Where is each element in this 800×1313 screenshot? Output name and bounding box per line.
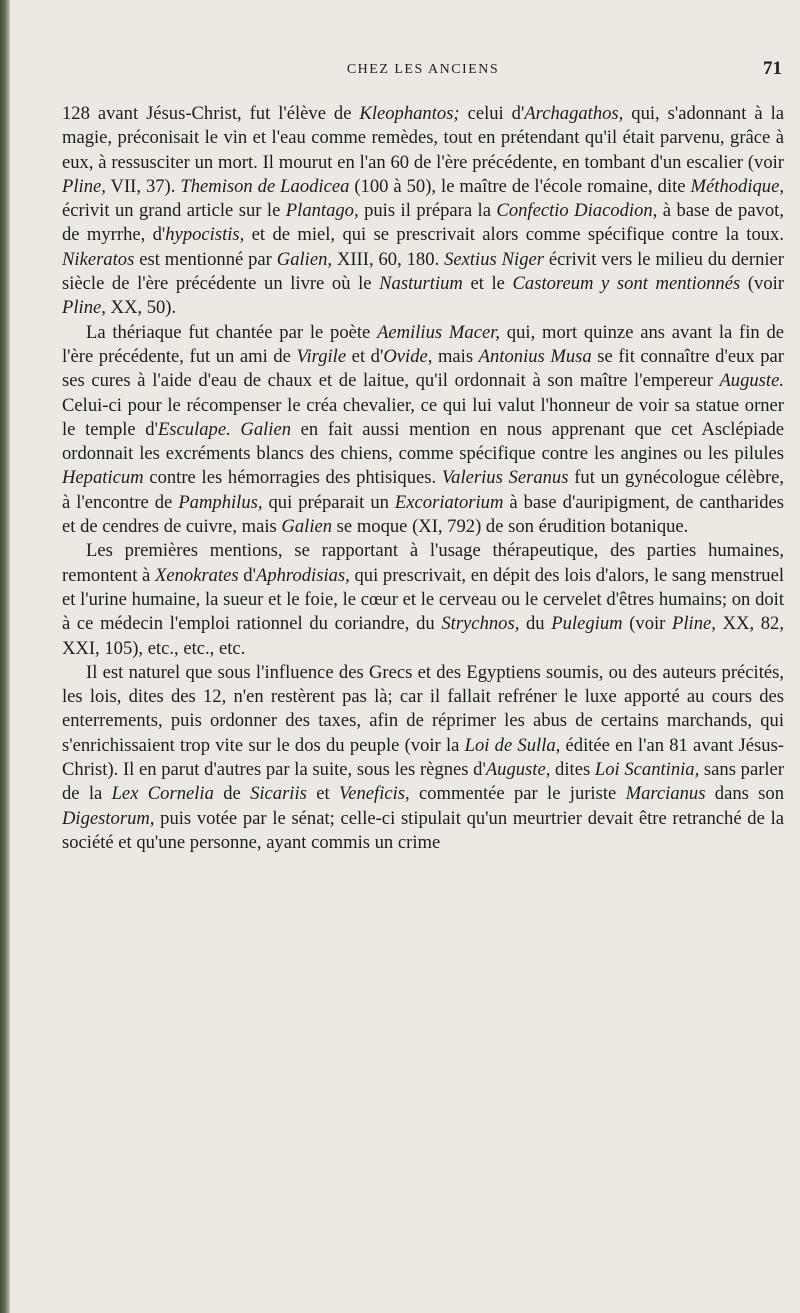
italic-text: Lex Cornelia bbox=[111, 783, 214, 805]
text-run: puis votée par le sénat; celle-ci stipulait qu'un meurtrier devait être retranché de la société et qu'une personne, ayant commis un crime bbox=[62, 807, 784, 853]
text-run: de bbox=[213, 783, 251, 805]
italic-text: Sicariis bbox=[250, 783, 307, 805]
book-spine-edge bbox=[0, 0, 10, 1313]
italic-text: Strychnos, bbox=[441, 613, 520, 635]
italic-text: Pulegium bbox=[551, 613, 623, 635]
italic-text: Aemilius Macer, bbox=[377, 321, 501, 343]
italic-text: Digestorum, bbox=[62, 807, 155, 829]
text-run: qui préparait un bbox=[262, 491, 395, 513]
text-run: La thériaque fut chantée par le poète bbox=[86, 321, 378, 343]
running-title: CHEZ LES ANCIENS bbox=[346, 62, 500, 77]
text-run: et bbox=[306, 783, 339, 805]
paragraph bbox=[62, 321, 784, 540]
text-run: commentée par le juriste bbox=[409, 783, 626, 805]
text-run: du bbox=[519, 613, 552, 635]
italic-text: Hepaticum bbox=[62, 467, 144, 489]
text-run: à base d'auripigment, de cantharides et de cendres de cuivre, mais bbox=[62, 491, 784, 538]
text-run: dans son bbox=[705, 783, 785, 805]
italic-text: Nikeratos bbox=[62, 248, 135, 270]
text-run: (voir bbox=[740, 273, 784, 295]
text-run: celui d' bbox=[459, 103, 525, 124]
italic-text: Aphrodisias, bbox=[255, 564, 350, 586]
italic-text: Antonius Musa bbox=[478, 345, 592, 367]
italic-text: Castoreum y sont mentionnés bbox=[512, 273, 741, 295]
text-run: en fait aussi mention en nous apprenant que cet Asclépiade ordonnait les excréments blancs des chiens, comme spécifique contre les angines ou les pilules bbox=[62, 418, 784, 465]
italic-text: Esculape. Galien bbox=[157, 418, 292, 440]
paragraph bbox=[62, 539, 784, 660]
italic-text: Galien bbox=[281, 516, 333, 538]
italic-text: Méthodique, bbox=[690, 175, 784, 197]
text-run: écrivit vers le milieu du dernier siècle de l'ère précédente un livre où le bbox=[62, 248, 784, 295]
text-run: dites bbox=[550, 759, 595, 781]
page-number: 71 bbox=[763, 58, 782, 79]
body-text bbox=[62, 102, 784, 855]
italic-text: Themison de Laodicea bbox=[180, 175, 350, 197]
italic-text: Pline, bbox=[672, 613, 716, 635]
paragraph bbox=[62, 661, 784, 855]
text-run: d' bbox=[238, 564, 256, 586]
italic-text: Galien, bbox=[276, 248, 333, 270]
text-run: puis il prépara la bbox=[358, 200, 497, 222]
italic-text: Veneficis, bbox=[338, 783, 410, 805]
text-run: VII, 37). bbox=[105, 175, 181, 197]
italic-text: Pline, bbox=[62, 175, 106, 197]
text-run: Celui-ci pour le récompenser le créa chevalier, ce qui lui valut l'honneur de voir sa statue orner le temple d' bbox=[62, 394, 784, 440]
italic-text: Auguste, bbox=[485, 759, 551, 781]
text-run: éditée en l'an 81 avant Jésus-Christ). Il en parut d'autres par la suite, sous les règnes d' bbox=[62, 734, 784, 781]
text-run: XX, 82, XXI, 105), etc., etc., etc. bbox=[62, 613, 785, 659]
italic-text: Loi de Sulla, bbox=[464, 734, 561, 756]
running-head bbox=[62, 58, 784, 88]
book-page bbox=[62, 58, 784, 855]
text-run: et d' bbox=[346, 345, 384, 367]
italic-text: Ovide, bbox=[383, 345, 433, 367]
text-run: Il est naturel que sous l'influence des Grecs et des Egyptiens soumis, ou des auteurs précités, les lois, dites des 12, n'en restèrent pas là; car il fallait refréner le luxe apporté au cours des enterrements, puis ordonner des taxes, afin de réprimer les abus de certains marchands, qui s'enrichissaient trop vite sur le dos du peuple (voir la bbox=[62, 661, 784, 756]
italic-text: Xenokrates bbox=[154, 564, 239, 586]
italic-text: Virgile bbox=[296, 345, 347, 367]
text-run: écrivit un grand article sur le bbox=[62, 200, 286, 222]
italic-text: Marcianus bbox=[625, 783, 706, 805]
text-run: et de miel, qui se prescrivait alors comme spécifique contre la toux. bbox=[244, 224, 784, 246]
italic-text: Nasturtium bbox=[379, 273, 463, 295]
text-run: se fit connaître d'eux par ses cures à l'aide d'eau de chaux et de laitue, qu'il ordonnait à son maître l'empereur bbox=[62, 345, 784, 392]
italic-text: Pline, bbox=[62, 297, 106, 319]
text-run: qui, mort quinze ans avant la fin de l'ère précédente, fut un ami de bbox=[62, 321, 784, 367]
italic-text: hypocistis, bbox=[165, 224, 245, 246]
text-run: sans parler de la bbox=[62, 759, 784, 805]
text-run: (voir bbox=[622, 613, 673, 635]
text-run: XIII, 60, 180. bbox=[332, 248, 445, 270]
text-run: XX, 50). bbox=[105, 297, 177, 319]
italic-text: Loi Scantinia, bbox=[594, 759, 700, 781]
text-run: 128 avant Jésus-Christ, fut l'élève de bbox=[62, 103, 360, 124]
text-run: et le bbox=[462, 273, 513, 295]
text-run: Les premières mentions, se rapportant à l'usage thérapeutique, des parties humaines, remontent à bbox=[62, 540, 784, 586]
paragraph bbox=[62, 102, 784, 321]
text-run: (100 à 50), le maître de l'école romaine, dite bbox=[349, 175, 691, 197]
italic-text: Auguste. bbox=[719, 370, 784, 392]
text-run: est mentionné par bbox=[134, 248, 277, 270]
text-run: se moque (XI, 792) de son érudition botanique. bbox=[332, 516, 689, 538]
italic-text: Pamphilus, bbox=[178, 491, 263, 513]
italic-text: Archagathos, bbox=[524, 103, 624, 124]
text-run: contre les hémorragies des phtisiques. bbox=[143, 467, 442, 489]
text-run: fut un gynécologue célèbre, à l'encontre de bbox=[62, 467, 784, 513]
italic-text: Confectio Diacodion, bbox=[496, 200, 658, 222]
italic-text: Excoriatorium bbox=[394, 491, 504, 513]
text-run: à base de pavot, de myrrhe, d' bbox=[62, 200, 784, 246]
text-run: qui prescrivait, en dépit des lois d'alors, le sang menstruel et l'urine humaine, la sueur et le foie, le cœur et le cerveau ou le cervelet d'êtres humains; on doit à ce médecin l'emploi rationnel du coriandre, du bbox=[62, 564, 785, 635]
italic-text: Plantago, bbox=[285, 200, 359, 222]
text-run: mais bbox=[432, 345, 479, 367]
italic-text: Kleophantos; bbox=[359, 103, 460, 124]
text-run: qui, s'adonnant à la magie, préconisait le vin et l'eau comme remèdes, tout en prétendant qu'il était parvenu, grâce à eux, à ressusciter un mort. Il mourut en l'an 60 de l'ère précédente, en tombant d'un escalier (voir bbox=[62, 103, 784, 173]
italic-text: Valerius Seranus bbox=[441, 467, 569, 489]
italic-text: Sextius Niger bbox=[444, 248, 544, 270]
